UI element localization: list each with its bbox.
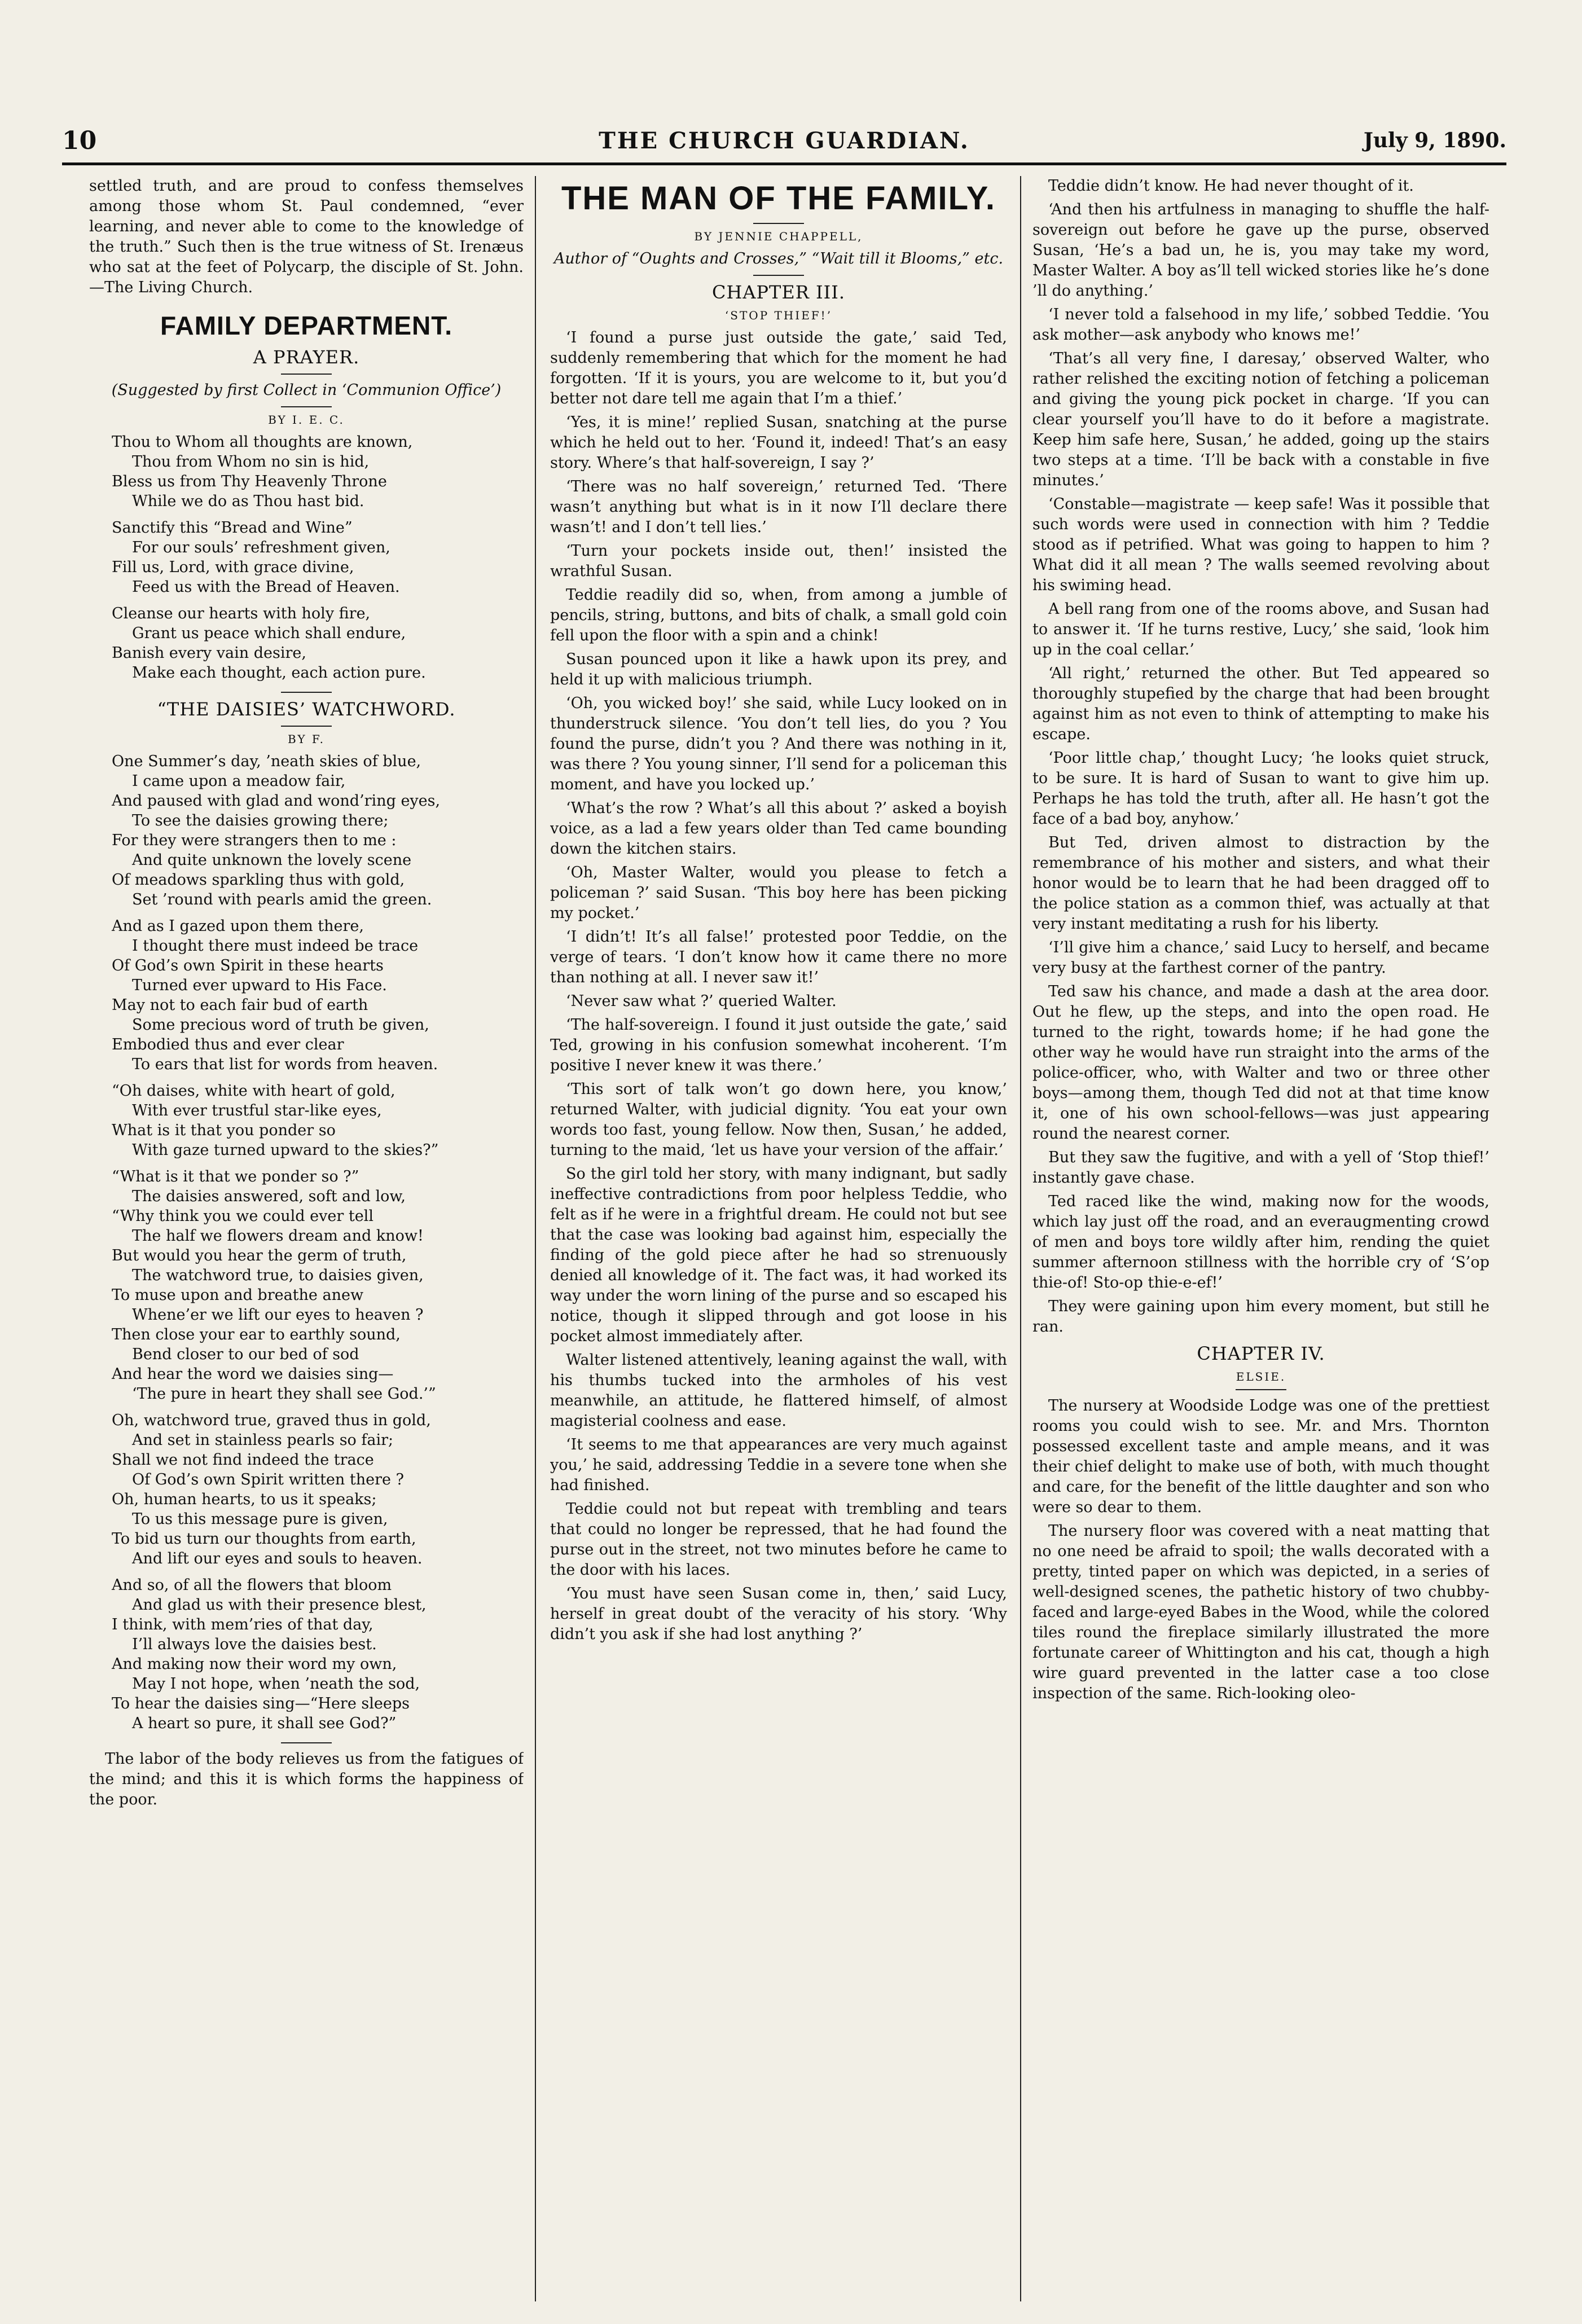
poem-line: To bid us turn our thoughts from earth, bbox=[112, 1530, 416, 1548]
story-paragraph: ‘It seems to me that appearances are very much against you,’ he said, addressing Teddie in a severe tone when she had finished. bbox=[550, 1436, 1007, 1494]
prayer-byline: BY I. E. C. bbox=[268, 413, 345, 427]
story-paragraph: Teddie could not but repeat with trembling and tears that could no longer be repressed, that he had found the purse out in the street, not two minutes before he came to the door with his laces. bbox=[550, 1500, 1007, 1579]
story-paragraph: ‘That’s all very fine, I daresay,’ observed Walter, who rather relished the exciting notion of fetching a policeman and giving the young pick pocket in charge. ‘If you can clear yourself you’ll have to do it before a magistrate. Keep him safe here, Susan,’ he added, going up the stairs two steps at a time. ‘I’ll be back with a constable in five minutes.’ bbox=[1032, 350, 1489, 489]
chapter-subtitle: ELSIE. bbox=[1236, 1370, 1286, 1383]
poem-stanza bbox=[112, 916, 524, 1074]
poem-line: While we do as Thou hast bid. bbox=[132, 493, 364, 510]
poem-line: Whene’er we lift our eyes to heaven ? bbox=[132, 1306, 424, 1324]
poem-line: Of meadows sparkling thus with gold, bbox=[112, 871, 405, 889]
story-paragraph: ‘I’ll give him a chance,’ said Lucy to herself, and became very busy at the farthest corner of the pantry. bbox=[1032, 939, 1489, 977]
daisies-poem bbox=[112, 752, 524, 1733]
poem-line: I thought there must indeed be trace bbox=[132, 937, 419, 955]
poem-line: And so, of all the flowers that bloom bbox=[112, 1576, 392, 1594]
poem-line: For our souls’ refreshment given, bbox=[132, 539, 390, 556]
poem-line: Thou from Whom no sin is hid, bbox=[132, 453, 370, 471]
poem-line: Thou to Whom all thoughts are known, bbox=[112, 433, 413, 451]
poem-line: And paused with glad and wond’ring eyes, bbox=[112, 792, 441, 810]
story-paragraph: Teddie readily did so, when, from among a jumble of pencils, string, buttons, and bits of chalk, a small gold coin fell upon the floor with a spin and a chink! bbox=[550, 586, 1007, 644]
poem-line: But would you hear the germ of truth, bbox=[112, 1247, 407, 1264]
poem-line: The daisies answered, soft and low, bbox=[132, 1188, 406, 1205]
story-paragraph: ‘The half-sovereign. I found it just outside the gate,’ said Ted, growing in his confusion somewhat incoherent. ‘I’m positive I never knew it was there.’ bbox=[550, 1016, 1007, 1074]
story-paragraph: ‘I never told a falsehood in my life,’ sobbed Teddie. ‘You ask mother—ask anybody who knows me!’ bbox=[1032, 306, 1489, 344]
poem-line: And quite unknown the lovely scene bbox=[132, 851, 412, 869]
prayer-poem bbox=[112, 432, 524, 683]
divider bbox=[1236, 1389, 1286, 1390]
poem-line: To hear the daisies sing—“Here sleeps bbox=[112, 1695, 410, 1712]
poem-line: “Oh daises, white with heart of gold, bbox=[112, 1082, 395, 1100]
story-paragraph: A bell rang from one of the rooms above, and Susan had to answer it. ‘If he turns restive, Lucy,’ she said, ‘look him up in the coal cellar.’ bbox=[1032, 600, 1489, 658]
divider bbox=[281, 692, 332, 693]
column-rule-2 bbox=[1020, 176, 1021, 2301]
page-number: 10 bbox=[62, 126, 97, 155]
poem-line: The watchword true, to daisies given, bbox=[132, 1267, 424, 1284]
story-byline: BY JENNIE CHAPPELL, bbox=[694, 230, 863, 243]
poem-line: To see the daisies growing there; bbox=[132, 812, 389, 829]
story-paragraph: Susan pounced upon it like a hawk upon its prey, and held it up with malicious triumph. bbox=[550, 651, 1007, 688]
poem-line: Fill us, Lord, with grace divine, bbox=[112, 559, 354, 576]
story-paragraph: ‘This sort of talk won’t go down here, you know,’ returned Walter, with judicial dignity. ‘You eat your own words too fast, young fellow. Now then, Susan,’ he added, turning to the maid, ‘let us have your version of the affair.’ bbox=[550, 1080, 1007, 1159]
author-note: Author of “Oughts and Crosses,” “Wait till it Blooms,” etc. bbox=[553, 250, 1004, 267]
poem-line: Set ’round with pearls amid the green. bbox=[132, 891, 432, 908]
poem-line: With gaze turned upward to the skies?” bbox=[132, 1141, 439, 1159]
poem-line: I’ll always love the daisies best. bbox=[132, 1636, 377, 1653]
poem-line: Bend closer to our bed of sod bbox=[132, 1346, 359, 1363]
story-paragraph: But Ted, driven almost to distraction by the remembrance of his mother and sisters, and what their honor would be to learn that he had been dragged off to the police station as a common thief, was actually at that very instant meditating a rush for his liberty. bbox=[1032, 834, 1489, 933]
poem-line: I think, with mem’ries of that day, bbox=[112, 1616, 373, 1633]
story-paragraph: Walter listened attentively, leaning against the wall, with his thumbs tucked into the armholes of his vest meanwhile, an attitude, he flattered himself, of almost magisterial coolness and ease. bbox=[550, 1351, 1007, 1430]
poem-line: Embodied thus and ever clear bbox=[112, 1036, 344, 1053]
daisies-title: “THE DAISIES’ WATCHWORD. bbox=[157, 698, 456, 720]
story-paragraph: ‘I found a purse just outside the gate,’ said Ted, suddenly remembering that which for the moment he had forgotten. ‘If it is yours, you are welcome to it, but you’d better not dare tell me again that I’m a thief.’ bbox=[550, 329, 1007, 407]
paper-title: THE CHURCH GUARDIAN. bbox=[599, 128, 970, 154]
prayer-title: A PRAYER. bbox=[253, 346, 360, 368]
poem-stanza bbox=[112, 752, 524, 910]
poem-line: Cleanse our hearts with holy fire, bbox=[112, 605, 371, 622]
poem-stanza bbox=[112, 1081, 524, 1160]
divider bbox=[281, 1742, 332, 1743]
poem-line: I came upon a meadow fair, bbox=[132, 772, 346, 790]
story-paragraph: ‘Constable—magistrate — keep safe! Was it possible that such words were used in connection with him ? Teddie stood as if petrified. What was going to happen to him ? What did it all mean ? The walls seemed revolving about his swiming head. bbox=[1032, 495, 1489, 594]
chapter-heading: CHAPTER III. bbox=[711, 282, 846, 303]
poem-line: Then close your ear to earthly sound, bbox=[112, 1326, 401, 1343]
story-paragraph: They were gaining upon him every moment, but still he ran. bbox=[1032, 1298, 1489, 1335]
poem-line: For they were strangers then to me : bbox=[112, 832, 397, 849]
divider bbox=[753, 223, 804, 224]
poem-line: One Summer’s day, ’neath skies of blue, bbox=[112, 753, 421, 770]
poem-line: Oh, human hearts, to us it speaks; bbox=[112, 1491, 377, 1508]
poem-stanza bbox=[112, 1575, 524, 1733]
story-paragraph: ‘You must have seen Susan come in, then,’ said Lucy, herself in great doubt of the veracity of his story. ‘Why didn’t you ask if she had lost anything ?’ bbox=[550, 1585, 1007, 1643]
story-paragraph: But they saw the fugitive, and with a yell of ‘Stop thief!’ instantly gave chase. bbox=[1032, 1149, 1489, 1187]
poem-stanza bbox=[112, 604, 524, 683]
poem-line: Of God’s own Spirit in these hearts bbox=[112, 957, 384, 974]
poem-stanza bbox=[112, 1167, 524, 1404]
intro-paragraph: settled truth, and are proud to confess themselves among those whom St. Paul condemned, “ever learning, and never able to come to the knowledge of the truth.” Such then is the true witness of St. Irenæus who sat at the feet of Polycarp, the disciple of St. John.—The Living Church. bbox=[89, 177, 524, 296]
divider bbox=[281, 374, 332, 375]
poem-line: Turned ever upward to His Face. bbox=[132, 977, 387, 994]
story-text-continued bbox=[1032, 176, 1489, 1337]
column-1 bbox=[89, 176, 524, 2301]
poem-line: A heart so pure, it shall see God?” bbox=[132, 1715, 397, 1732]
chapter-heading: CHAPTER IV. bbox=[1197, 1343, 1325, 1364]
poem-line: And as I gazed upon them there, bbox=[112, 917, 364, 935]
story-paragraph: ‘What’s the row ? What’s all this about ?’ asked a boyish voice, as a lad a few years older than Ted came bounding down the kitchen stairs. bbox=[550, 799, 1007, 858]
story-paragraph: Teddie didn’t know. He had never thought of it. bbox=[1048, 177, 1414, 195]
story-paragraph: ‘I didn’t! It’s all false!’ protested poor Teddie, on the verge of tears. ‘I don’t know how it came there no more than nothing at all. I never saw it!’ bbox=[550, 928, 1007, 986]
poem-line: Oh, watchword true, graved thus in gold, bbox=[112, 1412, 431, 1429]
poem-line: And set in stainless pearls so fair; bbox=[132, 1431, 394, 1449]
story-paragraph: Ted saw his chance, and made a dash at the area door. Out he flew, up the steps, and into the open road. He turned to the right, towards home; if he had gone the other way he would have run straight into the arms of the police-officer, who, with Walter and two or three other boys—among them, though Ted did not at that time know it, one of his own school-fellows—was just appearing round the nearest corner. bbox=[1032, 983, 1489, 1143]
poem-line: “What is it that we ponder so ?” bbox=[112, 1168, 359, 1185]
poem-line: And making now their word my own, bbox=[112, 1655, 397, 1673]
poem-line: And lift our eyes and souls to heaven. bbox=[132, 1550, 423, 1567]
story-paragraph: ‘Never saw what ?’ queried Walter. bbox=[566, 992, 837, 1010]
poem-line: May I not hope, when ’neath the sod, bbox=[132, 1675, 420, 1693]
story-title: THE MAN OF THE FAMILY. bbox=[561, 180, 996, 217]
poem-line: And glad us with their presence blest, bbox=[132, 1596, 427, 1614]
column-2 bbox=[550, 176, 1007, 2301]
closing-paragraph: The labor of the body relieves us from the fatigues of the mind; and this it is which forms the happiness of the poor. bbox=[89, 1750, 524, 1808]
poem-line: ‘The pure in heart they shall see God.’” bbox=[132, 1385, 436, 1403]
poem-line: To muse upon and breathe anew bbox=[112, 1286, 364, 1304]
poem-line: And hear the word we daisies sing— bbox=[112, 1365, 394, 1383]
poem-line: What is it that you ponder so bbox=[112, 1122, 336, 1139]
chapter-four-text bbox=[1032, 1396, 1489, 1704]
story-paragraph: ‘Oh, you wicked boy!’ she said, while Lucy looked on in thunderstruck silence. ‘You don’t tell lies, do you ? You found the purse, didn’t you ? And there was nothing in it, was there ? You young sinner, I’ll send for a policeman this moment, and have you locked up.’ bbox=[550, 695, 1007, 793]
prayer-note: (Suggested by first Collect in ‘Communion Office’) bbox=[111, 381, 502, 399]
poem-line: Some precious word of truth be given, bbox=[132, 1016, 429, 1034]
story-paragraph: ‘And then his artfulness in managing to shuffle the half-sovereign out before he gave up the purse, observed Susan, ‘He’s a bad un, he is, you may take my word, Master Walter. A boy as’ll tell wicked stories like he’s done ’ll do anything.’ bbox=[1032, 201, 1489, 300]
divider bbox=[281, 406, 332, 407]
story-paragraph: The nursery floor was covered with a neat matting that no one need be afraid to spoil; the walls decorated with a pretty, tinted paper on which was depicted, in a series of well-designed scenes, the pathetic history of two chubby-faced and large-eyed Babes in the Wood, while the colored tiles round the fireplace similarly illustrated the more fortunate career of Whittington and his cat, though a high wire guard prevented in the latter case a too close inspection of the same. Rich-looking oleo- bbox=[1032, 1522, 1489, 1702]
chapter-subtitle: ‘STOP THIEF!’ bbox=[724, 309, 833, 322]
poem-line: Make each thought, each action pure. bbox=[132, 664, 426, 682]
family-department-heading: FAMILY DEPARTMENT. bbox=[160, 311, 453, 340]
poem-line: “Why think you we could ever tell bbox=[112, 1207, 373, 1225]
poem-line: Feed us with the Bread of Heaven. bbox=[132, 578, 400, 596]
story-paragraph: ‘Yes, it is mine!’ replied Susan, snatching at the purse which he held out to her. ‘Found it, indeed! That’s an easy story. Where’s that half-sovereign, I say ?’ bbox=[550, 414, 1007, 472]
poem-stanza bbox=[112, 1411, 524, 1569]
story-paragraph: ‘There was no half sovereign,’ returned Ted. ‘There wasn’t anything but what is in it now I’ll declare there wasn’t! and I don’t tell lies.’ bbox=[550, 478, 1007, 536]
issue-date: July 9, 1890. bbox=[1363, 129, 1506, 152]
poem-line: Bless us from Thy Heavenly Throne bbox=[112, 473, 387, 490]
story-text bbox=[550, 328, 1007, 1645]
story-paragraph: ‘All right,’ returned the other. But Ted appeared so thoroughly stupefied by the charge that had been brought against him as not even to think of attempting to make his escape. bbox=[1032, 665, 1489, 743]
poem-stanza bbox=[112, 432, 524, 511]
poem-line: May not to each fair bud of earth bbox=[112, 996, 368, 1014]
poem-line: Of God’s own Spirit written there ? bbox=[132, 1471, 405, 1488]
column-rule-1 bbox=[535, 176, 536, 2301]
poem-line: To us this message pure is given, bbox=[132, 1510, 388, 1528]
daisies-byline: BY F. bbox=[287, 732, 326, 746]
story-paragraph: The nursery at Woodside Lodge was one of the prettiest rooms you could wish to see. Mr. and Mrs. Thornton possessed excellent taste and ample means, and it was their chief delight to make use of both, with much thought and care, for the benefit of the little daughter and son who were so dear to them. bbox=[1032, 1397, 1489, 1516]
story-paragraph: ‘Oh, Master Walter, would you please to fetch a policeman ?’ said Susan. ‘This boy here has been picking my pocket.’ bbox=[550, 864, 1007, 922]
poem-line: Shall we not find indeed the trace bbox=[112, 1451, 374, 1469]
poem-line: With ever trustful star-like eyes, bbox=[132, 1102, 382, 1119]
poem-line: To ears that list for words from heaven. bbox=[132, 1056, 438, 1073]
column-3 bbox=[1032, 176, 1489, 2301]
poem-line: Sanctify this “Bread and Wine” bbox=[112, 519, 353, 537]
poem-line: The half we flowers dream and know! bbox=[132, 1227, 424, 1245]
poem-line: Banish every vain desire, bbox=[112, 644, 306, 662]
poem-stanza bbox=[112, 518, 524, 597]
story-paragraph: So the girl told her story, with many indignant, but sadly ineffective contradictions from poor helpless Teddie, who felt as if he were in a frightful dream. He could not but see that the case was looking bad against him, especially the finding of the gold piece after he had so strenuously denied all knowledge of it. The fact was, it had worked its way under the worn lining of the purse and so escaped his notice, though it slipped through and got loose in his pocket almost immediately after. bbox=[550, 1165, 1007, 1345]
divider bbox=[753, 275, 804, 276]
divider bbox=[281, 726, 332, 727]
story-paragraph: ‘Poor little chap,’ thought Lucy; ‘he looks quiet struck, to be sure. It is hard of Susan to want to give him up. Perhaps he has told the truth, after all. He hasn’t got the face of a bad boy, anyhow.’ bbox=[1032, 749, 1489, 828]
story-paragraph: Ted raced like the wind, making now for the woods, which lay just off the road, and an everaugmenting crowd of men and boys tore wildly after him, rending the quiet summer afternoon stillness with the horrible cry of ‘S’op thie-of! Sto-op thie-e-ef!’ bbox=[1032, 1193, 1489, 1291]
page-header bbox=[62, 123, 1506, 165]
poem-line: Grant us peace which shall endure, bbox=[132, 625, 406, 642]
story-paragraph: ‘Turn your pockets inside out, then!’ insisted the wrathful Susan. bbox=[550, 542, 1007, 580]
